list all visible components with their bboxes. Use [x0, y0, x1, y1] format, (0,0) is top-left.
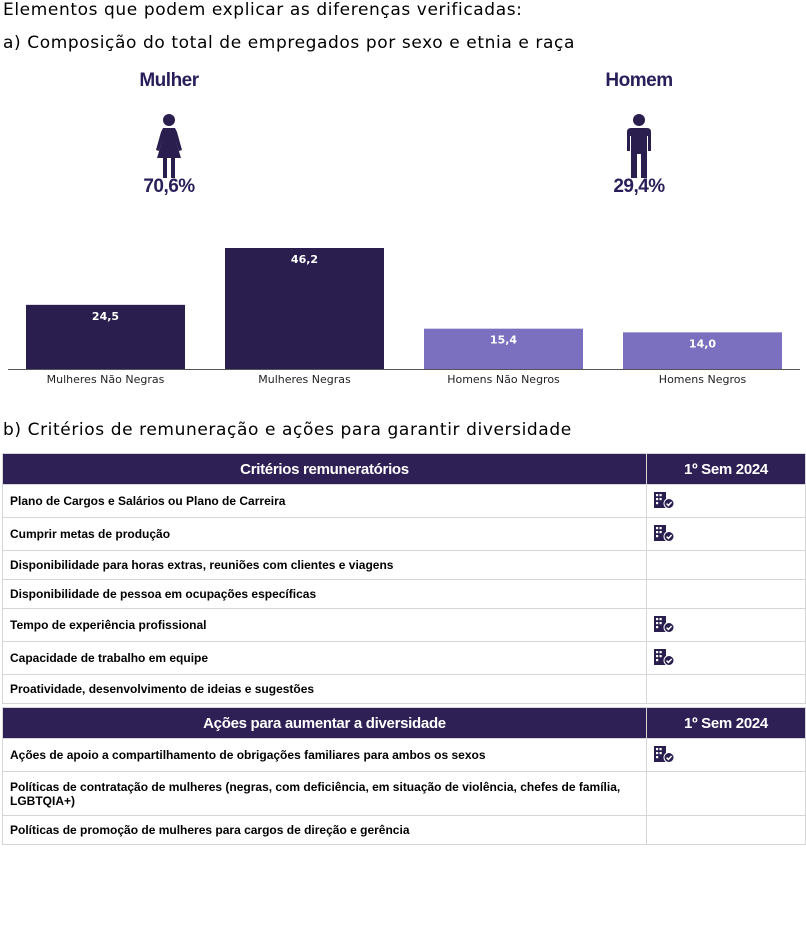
women-stat	[69, 70, 269, 197]
bar-value-label: 15,4	[489, 333, 518, 347]
table-row	[3, 518, 806, 551]
bar-1	[225, 248, 384, 369]
company-check-icon	[653, 648, 675, 666]
bar-value-label: 14,0	[688, 337, 717, 351]
employee-composition-chart	[0, 240, 806, 390]
criterion-label: Plano de Cargos e Salários ou Plano de Carreira	[3, 485, 647, 518]
semester-cell	[647, 675, 806, 704]
category-label: Homens Não Negros	[447, 373, 560, 386]
company-check-icon	[653, 745, 675, 763]
semester-cell	[647, 551, 806, 580]
women-label: Mulher	[139, 70, 199, 91]
table-header-row	[3, 454, 806, 485]
semester-column-header: 1º Sem 2024	[647, 454, 806, 485]
table-row	[3, 551, 806, 580]
criterion-label: Cumprir metas de produção	[3, 518, 647, 551]
criterion-label: Políticas de contratação de mulheres (negras, com deficiência, em situação de violência, chefes de família, LGBTQIA+)	[3, 772, 647, 816]
section-heading-a: a) Composição do total de empregados por sexo e etnia e raça	[3, 33, 575, 53]
semester-cell	[647, 772, 806, 816]
category-label: Mulheres Não Negras	[46, 373, 165, 386]
criterion-label: Disponibilidade de pessoa em ocupações específicas	[3, 580, 647, 609]
table-row	[3, 675, 806, 704]
semester-cell	[647, 485, 806, 518]
section-heading-main: Elementos que podem explicar as diferenças verificadas:	[3, 0, 523, 20]
diversity-actions-table	[2, 707, 806, 845]
criterion-label: Capacidade de trabalho em equipe	[3, 642, 647, 675]
remuneration-criteria-table	[2, 453, 806, 704]
table-row	[3, 642, 806, 675]
category-label: Homens Negros	[658, 373, 747, 386]
criterion-label: Políticas de promoção de mulheres para cargos de direção e gerência	[3, 816, 647, 845]
category-label: Mulheres Negras	[258, 373, 351, 386]
woman-icon	[154, 114, 184, 178]
man-icon	[624, 114, 654, 178]
men-percent: 29,4%	[613, 176, 665, 197]
actions-column-header: Ações para aumentar a diversidade	[3, 708, 647, 739]
table-row	[3, 580, 806, 609]
semester-cell	[647, 642, 806, 675]
bar-value-label: 46,2	[290, 253, 319, 266]
table-header-row	[3, 708, 806, 739]
criterion-label: Proatividade, desenvolvimento de ideias e sugestões	[3, 675, 647, 704]
company-check-icon	[653, 491, 675, 509]
section-heading-b: b) Critérios de remuneração e ações para garantir diversidade	[3, 420, 572, 440]
semester-cell	[647, 609, 806, 642]
company-check-icon	[653, 524, 675, 542]
semester-cell	[647, 816, 806, 845]
semester-cell	[647, 580, 806, 609]
table-row	[3, 772, 806, 816]
criterion-label: Disponibilidade para horas extras, reuniões com clientes e viagens	[3, 551, 647, 580]
table-row	[3, 609, 806, 642]
criteria-column-header: Critérios remuneratórios	[3, 454, 647, 485]
women-percent: 70,6%	[143, 176, 195, 197]
semester-cell	[647, 739, 806, 772]
company-check-icon	[653, 615, 675, 633]
table-row	[3, 485, 806, 518]
bar-value-label: 24,5	[91, 309, 120, 323]
men-stat	[539, 70, 739, 197]
men-label: Homem	[605, 70, 673, 91]
table-row	[3, 739, 806, 772]
criterion-label: Ações de apoio a compartilhamento de obrigações familiares para ambos os sexos	[3, 739, 647, 772]
semester-column-header: 1º Sem 2024	[647, 708, 806, 739]
table-row	[3, 816, 806, 845]
criterion-label: Tempo de experiência profissional	[3, 609, 647, 642]
semester-cell	[647, 518, 806, 551]
